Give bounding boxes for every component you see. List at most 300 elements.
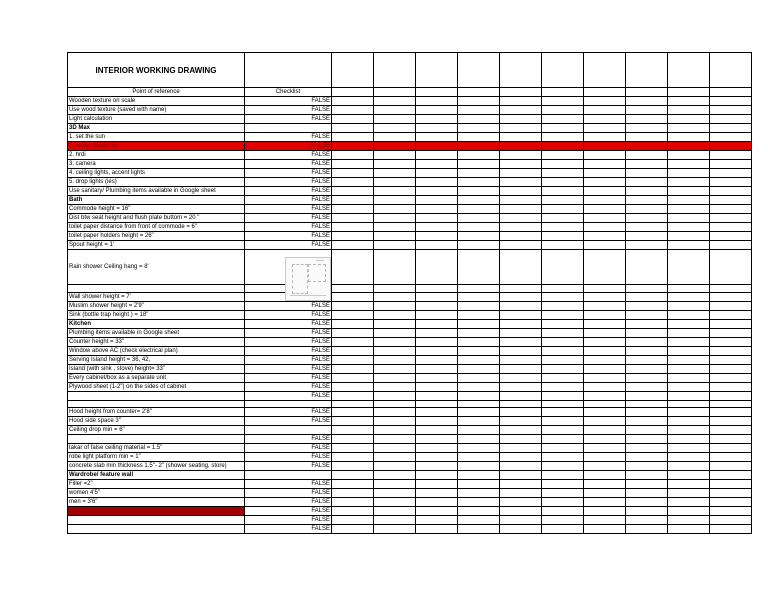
empty-cell[interactable] [458, 97, 500, 106]
empty-cell[interactable] [668, 124, 710, 133]
empty-cell[interactable] [584, 365, 626, 374]
empty-cell[interactable] [458, 356, 500, 365]
empty-cell[interactable] [668, 250, 710, 285]
empty-cell[interactable] [374, 329, 416, 338]
empty-cell[interactable] [458, 241, 500, 250]
empty-cell[interactable] [584, 507, 626, 516]
empty-cell[interactable] [626, 169, 668, 178]
empty-cell[interactable] [416, 401, 458, 408]
empty-cell[interactable] [668, 302, 710, 311]
empty-cell[interactable] [542, 426, 584, 435]
empty-cell[interactable] [458, 285, 500, 293]
empty-cell[interactable] [584, 169, 626, 178]
empty-cell[interactable] [710, 302, 752, 311]
reference-cell[interactable]: Every cabinet/box as a separate unit [68, 374, 245, 383]
empty-cell[interactable] [668, 232, 710, 241]
empty-cell[interactable] [626, 426, 668, 435]
empty-cell[interactable] [416, 97, 458, 106]
reference-cell[interactable]: 3. camera [68, 160, 245, 169]
empty-cell[interactable] [374, 169, 416, 178]
empty-cell[interactable] [374, 356, 416, 365]
empty-cell[interactable] [668, 214, 710, 223]
empty-cell[interactable] [542, 320, 584, 329]
empty-cell[interactable] [416, 187, 458, 196]
empty-cell[interactable] [416, 356, 458, 365]
empty-cell[interactable] [584, 338, 626, 347]
empty-cell[interactable] [332, 356, 374, 365]
empty-cell[interactable] [710, 408, 752, 417]
reference-cell[interactable]: Wardrobe/ feature wall [68, 471, 245, 480]
reference-cell[interactable]: 2. hrdi [68, 151, 245, 160]
empty-cell[interactable] [584, 453, 626, 462]
empty-cell[interactable] [626, 516, 668, 525]
empty-cell[interactable] [374, 196, 416, 205]
checklist-cell[interactable]: FALSE [245, 347, 332, 356]
empty-cell[interactable] [416, 516, 458, 525]
empty-cell[interactable] [710, 329, 752, 338]
empty-cell[interactable] [500, 480, 542, 489]
empty-cell[interactable] [626, 142, 668, 151]
empty-cell[interactable] [626, 214, 668, 223]
empty-cell[interactable] [584, 356, 626, 365]
empty-cell[interactable] [332, 205, 374, 214]
checklist-cell[interactable]: FALSE [245, 214, 332, 223]
reference-cell[interactable]: Window above AC (check electrical plan) [68, 347, 245, 356]
empty-cell[interactable] [500, 223, 542, 232]
empty-cell[interactable] [584, 329, 626, 338]
empty-cell[interactable] [626, 347, 668, 356]
empty-cell[interactable] [416, 489, 458, 498]
empty-cell[interactable] [542, 151, 584, 160]
checklist-cell[interactable]: FALSE [245, 365, 332, 374]
empty-cell[interactable] [500, 160, 542, 169]
empty-cell[interactable] [500, 338, 542, 347]
empty-cell[interactable] [668, 471, 710, 480]
empty-cell[interactable] [584, 417, 626, 426]
empty-cell[interactable] [542, 293, 584, 302]
empty-cell[interactable] [710, 507, 752, 516]
empty-cell[interactable] [626, 365, 668, 374]
empty-cell[interactable] [542, 124, 584, 133]
empty-cell[interactable] [500, 205, 542, 214]
empty-cell[interactable] [332, 302, 374, 311]
empty-cell[interactable] [668, 151, 710, 160]
checklist-cell[interactable]: FALSE [245, 311, 332, 320]
empty-cell[interactable] [542, 480, 584, 489]
title-cell-checklist[interactable] [245, 53, 332, 88]
empty-cell[interactable] [710, 160, 752, 169]
reference-cell[interactable]: toilet paper holders height = 26" [68, 232, 245, 241]
empty-cell[interactable] [710, 383, 752, 392]
empty-cell[interactable] [458, 329, 500, 338]
empty-cell[interactable] [710, 489, 752, 498]
empty-cell[interactable] [542, 374, 584, 383]
empty-cell[interactable] [626, 187, 668, 196]
empty-cell[interactable] [416, 408, 458, 417]
empty-cell[interactable] [626, 401, 668, 408]
checklist-cell[interactable]: FALSE [245, 178, 332, 187]
checklist-cell[interactable]: FALSE [245, 462, 332, 471]
empty-cell[interactable] [710, 142, 752, 151]
empty-cell[interactable] [458, 417, 500, 426]
empty-cell[interactable] [500, 187, 542, 196]
empty-cell[interactable] [542, 392, 584, 401]
empty-cell[interactable] [332, 471, 374, 480]
empty-cell[interactable] [710, 338, 752, 347]
checklist-cell[interactable]: FALSE [245, 106, 332, 115]
empty-cell[interactable] [500, 408, 542, 417]
empty-cell[interactable] [374, 187, 416, 196]
empty-cell[interactable] [626, 408, 668, 417]
empty-cell[interactable] [500, 285, 542, 293]
reference-cell[interactable] [68, 392, 245, 401]
empty-cell[interactable] [668, 525, 710, 534]
empty-cell[interactable] [584, 444, 626, 453]
empty-cell[interactable] [626, 223, 668, 232]
reference-cell[interactable] [68, 285, 245, 293]
empty-cell[interactable] [668, 133, 710, 142]
empty-cell[interactable] [416, 205, 458, 214]
empty-cell[interactable] [416, 329, 458, 338]
empty-cell[interactable] [458, 178, 500, 187]
reference-cell[interactable]: Use sanitary/ Plumbing items available in Google sheet [68, 187, 245, 196]
empty-cell[interactable] [584, 232, 626, 241]
empty-cell[interactable] [710, 392, 752, 401]
empty-cell[interactable] [626, 250, 668, 285]
header-checklist[interactable]: Checklist [245, 88, 332, 97]
empty-cell[interactable] [710, 374, 752, 383]
empty-cell[interactable] [374, 489, 416, 498]
empty-cell[interactable] [500, 462, 542, 471]
empty-cell[interactable] [416, 453, 458, 462]
empty-cell[interactable] [416, 232, 458, 241]
empty-cell[interactable] [332, 444, 374, 453]
empty-cell[interactable] [626, 160, 668, 169]
empty-cell[interactable] [626, 241, 668, 250]
empty-cell[interactable] [500, 471, 542, 480]
empty-cell[interactable] [374, 320, 416, 329]
empty-cell[interactable] [416, 471, 458, 480]
empty-cell[interactable] [542, 462, 584, 471]
empty-cell[interactable] [626, 462, 668, 471]
empty-cell[interactable] [710, 311, 752, 320]
reference-cell[interactable]: 1. set the sun [68, 133, 245, 142]
empty-cell[interactable] [374, 302, 416, 311]
empty-cell[interactable] [542, 471, 584, 480]
checklist-cell[interactable]: FALSE [245, 392, 332, 401]
empty-cell[interactable] [710, 124, 752, 133]
empty-cell[interactable] [500, 417, 542, 426]
empty-cell[interactable] [626, 178, 668, 187]
empty-cell[interactable] [332, 374, 374, 383]
empty-cell[interactable] [584, 311, 626, 320]
reference-cell[interactable]: Commode height = 16" [68, 205, 245, 214]
empty-cell[interactable] [542, 525, 584, 534]
reference-cell[interactable]: men = 3'6" [68, 498, 245, 507]
empty-cell[interactable] [668, 435, 710, 444]
empty-cell[interactable] [710, 151, 752, 160]
empty-cell[interactable] [710, 347, 752, 356]
empty-cell[interactable] [374, 151, 416, 160]
empty-cell[interactable] [332, 97, 374, 106]
empty-cell[interactable] [584, 196, 626, 205]
empty-cell[interactable] [584, 293, 626, 302]
empty-cell[interactable] [710, 417, 752, 426]
empty-cell[interactable] [626, 285, 668, 293]
empty-cell[interactable] [500, 302, 542, 311]
empty-cell[interactable] [542, 250, 584, 285]
empty-cell[interactable] [374, 383, 416, 392]
empty-cell[interactable] [710, 187, 752, 196]
empty-cell[interactable] [332, 498, 374, 507]
checklist-cell[interactable]: FALSE [245, 205, 332, 214]
empty-cell[interactable] [584, 383, 626, 392]
empty-cell[interactable] [332, 507, 374, 516]
empty-cell[interactable] [584, 347, 626, 356]
empty-cell[interactable] [458, 507, 500, 516]
empty-cell[interactable] [626, 124, 668, 133]
empty-cell[interactable] [500, 453, 542, 462]
checklist-cell[interactable]: FALSE [245, 115, 332, 124]
empty-cell[interactable] [374, 444, 416, 453]
empty-cell[interactable] [710, 214, 752, 223]
empty-cell[interactable] [542, 417, 584, 426]
checklist-cell[interactable]: FALSE [245, 525, 332, 534]
empty-cell[interactable] [332, 124, 374, 133]
reference-cell[interactable]: Muslim shower height = 2'9" [68, 302, 245, 311]
empty-cell[interactable] [710, 241, 752, 250]
empty-cell[interactable] [374, 401, 416, 408]
reference-cell[interactable]: 2.Assign Materials [68, 142, 245, 151]
empty-cell[interactable] [710, 169, 752, 178]
empty-cell[interactable] [458, 489, 500, 498]
reference-cell[interactable]: Serving Island height = 36, 42, [68, 356, 245, 365]
empty-cell[interactable] [458, 160, 500, 169]
empty-cell[interactable] [626, 151, 668, 160]
empty-cell[interactable] [668, 196, 710, 205]
empty-cell[interactable] [542, 498, 584, 507]
empty-cell[interactable] [374, 480, 416, 489]
empty-cell[interactable] [416, 169, 458, 178]
empty-cell[interactable] [374, 160, 416, 169]
empty-cell[interactable] [626, 320, 668, 329]
empty-cell[interactable] [668, 311, 710, 320]
empty-cell[interactable] [668, 329, 710, 338]
empty-cell[interactable] [710, 133, 752, 142]
empty-cell[interactable] [374, 223, 416, 232]
empty-cell[interactable] [584, 178, 626, 187]
empty-cell[interactable] [584, 408, 626, 417]
empty-cell[interactable] [710, 480, 752, 489]
empty-cell[interactable] [416, 160, 458, 169]
empty-cell[interactable] [374, 124, 416, 133]
empty-cell[interactable] [374, 453, 416, 462]
checklist-cell[interactable]: FALSE [245, 408, 332, 417]
reference-cell[interactable]: Plywood sheet (1-2") on the sides of cabinet [68, 383, 245, 392]
checklist-cell[interactable]: FALSE [245, 133, 332, 142]
empty-cell[interactable] [542, 160, 584, 169]
reference-cell[interactable]: Rain shower Ceiling hang = 8' [68, 250, 245, 285]
empty-cell[interactable] [416, 151, 458, 160]
reference-cell[interactable]: Use wood texture (saved with name) [68, 106, 245, 115]
empty-cell[interactable] [668, 392, 710, 401]
empty-cell[interactable] [668, 142, 710, 151]
empty-cell[interactable] [584, 205, 626, 214]
empty-cell[interactable] [668, 97, 710, 106]
empty-cell[interactable] [584, 160, 626, 169]
empty-cell[interactable] [374, 214, 416, 223]
empty-cell[interactable] [626, 383, 668, 392]
empty-cell[interactable] [542, 115, 584, 124]
empty-cell[interactable] [710, 365, 752, 374]
empty-cell[interactable] [374, 293, 416, 302]
empty-cell[interactable] [374, 133, 416, 142]
empty-cell[interactable] [374, 285, 416, 293]
empty-cell[interactable] [458, 408, 500, 417]
checklist-cell[interactable]: FALSE [245, 223, 332, 232]
empty-cell[interactable] [710, 516, 752, 525]
checklist-cell[interactable]: FALSE [245, 516, 332, 525]
empty-cell[interactable] [710, 462, 752, 471]
empty-cell[interactable] [500, 169, 542, 178]
empty-cell[interactable] [668, 347, 710, 356]
empty-cell[interactable] [626, 444, 668, 453]
empty-cell[interactable] [584, 471, 626, 480]
empty-cell[interactable] [332, 426, 374, 435]
checklist-cell[interactable]: FALSE [245, 374, 332, 383]
empty-cell[interactable] [458, 311, 500, 320]
empty-cell[interactable] [668, 462, 710, 471]
empty-cell[interactable] [626, 356, 668, 365]
empty-cell[interactable] [458, 151, 500, 160]
empty-cell[interactable] [584, 516, 626, 525]
empty-cell[interactable] [332, 151, 374, 160]
empty-cell[interactable] [542, 241, 584, 250]
reference-cell[interactable]: takar of false ceiling material = 1.5" [68, 444, 245, 453]
empty-cell[interactable] [416, 223, 458, 232]
empty-cell[interactable] [626, 293, 668, 302]
empty-cell[interactable] [500, 516, 542, 525]
empty-cell[interactable] [416, 285, 458, 293]
checklist-cell[interactable]: FALSE [245, 320, 332, 329]
checklist-cell[interactable] [245, 401, 332, 408]
reference-cell[interactable]: toilet paper distance from front of commode = 6" [68, 223, 245, 232]
empty-cell[interactable] [710, 401, 752, 408]
empty-cell[interactable] [500, 356, 542, 365]
empty-cell[interactable] [332, 417, 374, 426]
empty-cell[interactable] [542, 435, 584, 444]
empty-cell[interactable] [458, 365, 500, 374]
empty-cell[interactable] [416, 178, 458, 187]
reference-cell[interactable] [68, 401, 245, 408]
empty-cell[interactable] [584, 489, 626, 498]
empty-cell[interactable] [332, 401, 374, 408]
empty-cell[interactable] [458, 516, 500, 525]
empty-cell[interactable] [500, 142, 542, 151]
empty-cell[interactable] [416, 444, 458, 453]
empty-cell[interactable] [500, 347, 542, 356]
empty-cell[interactable] [542, 97, 584, 106]
empty-cell[interactable] [458, 205, 500, 214]
reference-cell[interactable]: Kitchen [68, 320, 245, 329]
empty-cell[interactable] [458, 302, 500, 311]
empty-cell[interactable] [542, 453, 584, 462]
empty-cell[interactable] [668, 480, 710, 489]
empty-cell[interactable] [332, 347, 374, 356]
checklist-cell[interactable]: FALSE [245, 480, 332, 489]
checklist-cell[interactable]: FALSE [245, 232, 332, 241]
empty-cell[interactable] [584, 374, 626, 383]
empty-cell[interactable] [584, 124, 626, 133]
checklist-cell[interactable]: FALSE [245, 151, 332, 160]
empty-cell[interactable] [710, 178, 752, 187]
empty-cell[interactable] [500, 329, 542, 338]
empty-cell[interactable] [332, 115, 374, 124]
empty-cell[interactable] [626, 97, 668, 106]
reference-cell[interactable] [68, 507, 245, 516]
empty-cell[interactable] [668, 401, 710, 408]
empty-cell[interactable] [500, 106, 542, 115]
empty-cell[interactable] [710, 320, 752, 329]
empty-cell[interactable] [668, 205, 710, 214]
empty-cell[interactable] [374, 115, 416, 124]
reference-cell[interactable]: Hood side space 3" [68, 417, 245, 426]
sheet-title[interactable]: INTERIOR WORKING DRAWING [68, 53, 245, 88]
empty-cell[interactable] [332, 408, 374, 417]
empty-cell[interactable] [668, 320, 710, 329]
empty-cell[interactable] [332, 106, 374, 115]
empty-cell[interactable] [668, 453, 710, 462]
empty-cell[interactable] [332, 480, 374, 489]
empty-cell[interactable] [542, 401, 584, 408]
empty-cell[interactable] [374, 426, 416, 435]
reference-cell[interactable]: Ceiling drop min = 6" [68, 426, 245, 435]
checklist-cell[interactable]: FALSE [245, 160, 332, 169]
empty-cell[interactable] [668, 241, 710, 250]
empty-cell[interactable] [416, 480, 458, 489]
empty-cell[interactable] [416, 115, 458, 124]
empty-cell[interactable] [668, 444, 710, 453]
reference-cell[interactable] [68, 525, 245, 534]
empty-cell[interactable] [332, 196, 374, 205]
empty-cell[interactable] [500, 444, 542, 453]
reference-cell[interactable]: Filler =2" [68, 480, 245, 489]
empty-cell[interactable] [584, 97, 626, 106]
empty-cell[interactable] [500, 374, 542, 383]
empty-cell[interactable] [584, 392, 626, 401]
empty-cell[interactable] [416, 124, 458, 133]
empty-cell[interactable] [668, 516, 710, 525]
empty-cell[interactable] [542, 285, 584, 293]
checklist-cell[interactable]: FALSE [245, 489, 332, 498]
empty-cell[interactable] [374, 507, 416, 516]
empty-cell[interactable] [458, 115, 500, 124]
empty-cell[interactable] [542, 356, 584, 365]
reference-cell[interactable]: 3D Max [68, 124, 245, 133]
reference-cell[interactable] [68, 435, 245, 444]
empty-cell[interactable] [374, 365, 416, 374]
checklist-cell[interactable]: FALSE [245, 453, 332, 462]
checklist-cell[interactable]: FALSE [245, 417, 332, 426]
empty-cell[interactable] [584, 426, 626, 435]
reference-cell[interactable]: Island (with sink , stove) height= 33" [68, 365, 245, 374]
empty-cell[interactable] [584, 151, 626, 160]
empty-cell[interactable] [710, 356, 752, 365]
empty-cell[interactable] [332, 383, 374, 392]
reference-cell[interactable]: 4. ceiling lights, accent lights [68, 169, 245, 178]
checklist-cell[interactable]: FALSE [245, 338, 332, 347]
empty-cell[interactable] [416, 302, 458, 311]
